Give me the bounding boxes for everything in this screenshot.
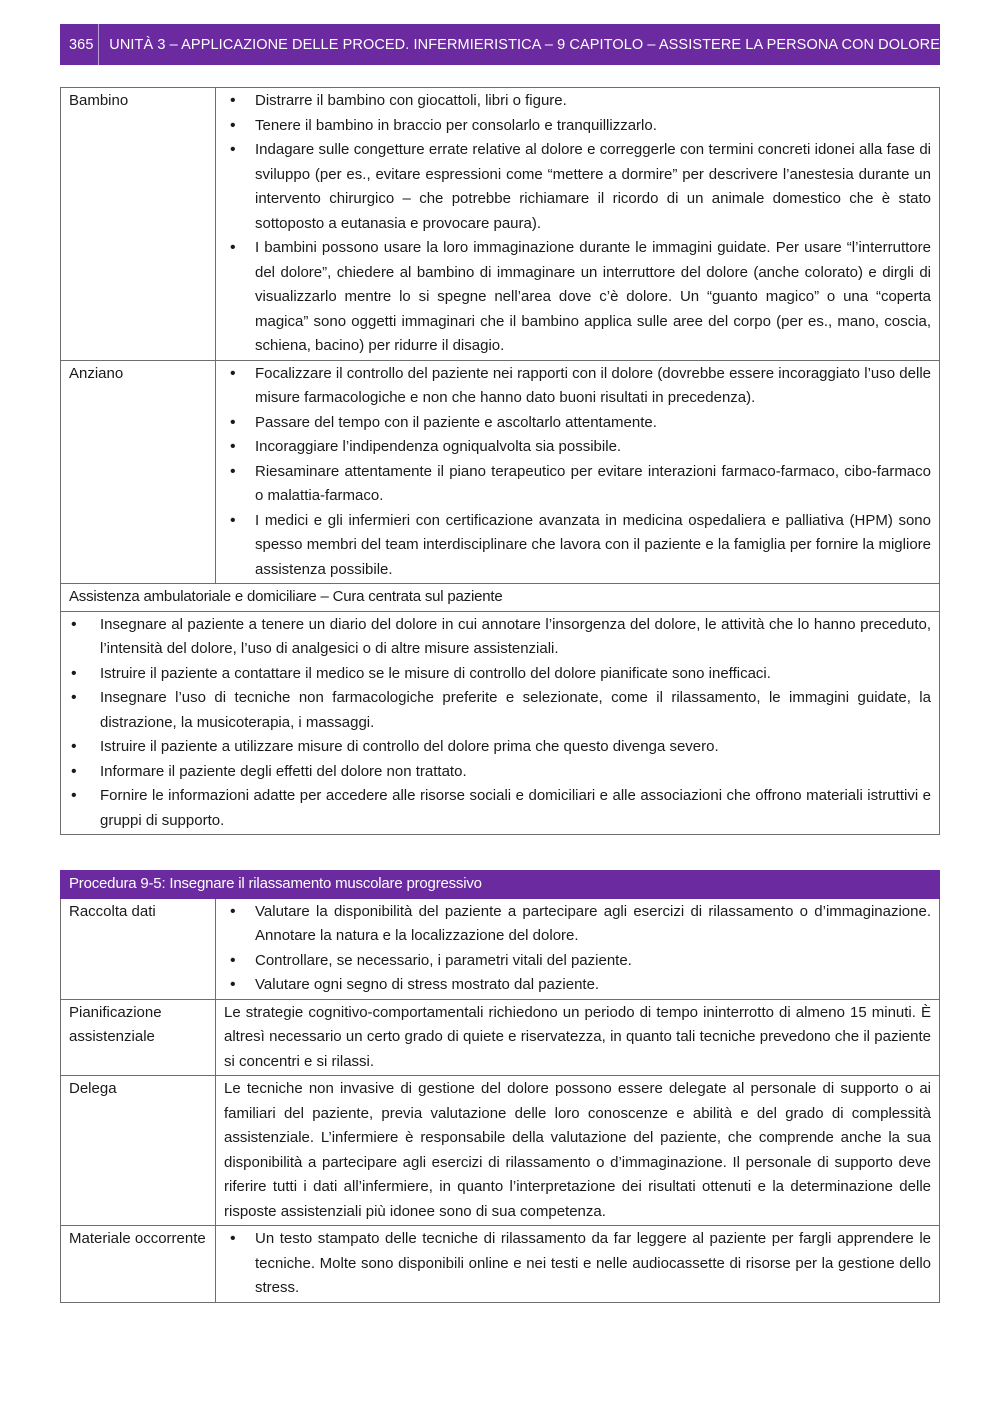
list-item: • Valutare ogni segno di stress mostrato dal paziente. bbox=[224, 973, 931, 998]
list-item: • Fornire le informazioni adatte per accedere alle risorse sociali e domiciliari e alle associazioni che offrono materiali istruttivi e gruppi di supporto. bbox=[69, 784, 931, 833]
list-item: • I bambini possono usare la loro immaginazione durante le immagini guidate. Per usare “l’interruttore del dolore”, chiedere al bambino di immaginare un interruttore del dolore (anche colorato) e dirgli di visualizzarlo mentre lo si spegne nell’area dove c’è dolore. Un “guanto magico” o una “coperta magica” sono oggetti immaginari che il bambino applica sulle aree del corpo (per es., mano, coscia, schiena, bacino) per ridurre il disagio. bbox=[224, 236, 931, 359]
row-label: Pianificazione assistenziale bbox=[61, 999, 216, 1076]
section-header-row bbox=[61, 584, 940, 612]
list-item: • Istruire il paziente a contattare il medico se le misure di controllo del dolore pianificate sono inefficaci. bbox=[69, 662, 931, 687]
section-body-row bbox=[61, 611, 940, 835]
row-pianificazione bbox=[61, 999, 940, 1076]
list-item: • Istruire il paziente a utilizzare misure di controllo del dolore prima che questo divenga severo. bbox=[69, 735, 931, 760]
row-text: Le strategie cognitivo-comportamentali richiedono un periodo di tempo ininterrotto di almeno 15 minuti. È altresì necessario un certo grado di quiete e riservatezza, in quanto tali tecniche prevedono che il paziente si concentri e si rilassi. bbox=[216, 999, 940, 1076]
list-item: • Informare il paziente degli effetti del dolore non trattato. bbox=[69, 760, 931, 785]
row-bambino bbox=[61, 88, 940, 361]
row-label: Anziano bbox=[61, 360, 216, 584]
list-item: • Insegnare l’uso di tecniche non farmacologiche preferite e selezionate, come il rilassamento, le immagini guidate, la distrazione, la musicoterapia, i massaggi. bbox=[69, 686, 931, 735]
list-item: • Tenere il bambino in braccio per consolarlo e tranquillizzarlo. bbox=[224, 114, 931, 139]
row-raccolta-dati bbox=[61, 898, 940, 999]
list-item: • Distrarre il bambino con giocattoli, libri o figure. bbox=[224, 89, 931, 114]
care-table bbox=[60, 87, 940, 835]
row-anziano bbox=[61, 360, 940, 584]
row-text: Le tecniche non invasive di gestione del dolore possono essere delegate al personale di supporto o ai familiari del paziente, previa valutazione delle loro conoscenze e abilità e del grado di complessità assistenziale. L’infermiere è responsabile della valutazione del paziente, che comprende anche la sua disponibilità a partecipare agli esercizi di rilassamento o d’immaginazione. Il personale di supporto deve riferire tutti i dati all’infermiere, in quanto l’interpretazione dei risultati ottenuti e la determinazione delle risposte assistenziali più idonee sono di sua competenza. bbox=[216, 1076, 940, 1226]
procedure-table bbox=[60, 870, 940, 1303]
page-header bbox=[60, 24, 940, 65]
list-item: • Riesaminare attentamente il piano terapeutico per evitare interazioni farmaco-farmaco, cibo-farmaco o malattia-farmaco. bbox=[224, 460, 931, 509]
list-item: • I medici e gli infermieri con certificazione avanzata in medicina ospedaliera e palliativa (HPM) sono spesso membri del team interdisciplinare che lavora con il paziente e la famiglia per fornire la migliore assistenza possibile. bbox=[224, 509, 931, 583]
row-delega bbox=[61, 1076, 940, 1226]
list-item: • Indagare sulle congetture errate relative al dolore e correggerle con termini concreti idonei alla fase di sviluppo (per es., evitare espressioni come “mettere a dormire” per descrivere l’anestesia durante un intervento chirurgico – che potrebbe richiamare il ricordo di un animale domestico che è stato sottoposto a eutanasia e provocare paura). bbox=[224, 138, 931, 236]
page-number: 365 bbox=[60, 24, 99, 65]
list-item: • Passare del tempo con il paziente e ascoltarlo attentamente. bbox=[224, 411, 931, 436]
procedure-title: Procedura 9-5: Insegnare il rilassamento muscolare progressivo bbox=[61, 871, 940, 899]
row-label: Raccolta dati bbox=[61, 898, 216, 999]
list-item: • Valutare la disponibilità del paziente a partecipare agli esercizi di rilassamento o d’immaginazione. Annotare la natura e la localizzazione del dolore. bbox=[224, 900, 931, 949]
list-item: • Focalizzare il controllo del paziente nei rapporti con il dolore (dovrebbe essere incoraggiato l’uso delle misure farmacologiche e non che hanno dato buoni risultati in precedenza). bbox=[224, 362, 931, 411]
row-materiale bbox=[61, 1226, 940, 1303]
list-item: • Incoraggiare l’indipendenza ogniqualvolta sia possibile. bbox=[224, 435, 931, 460]
list-item: • Controllare, se necessario, i parametri vitali del paziente. bbox=[224, 949, 931, 974]
procedure-title-row bbox=[61, 871, 940, 899]
materiale-list bbox=[224, 1227, 931, 1301]
row-label: Materiale occorrente bbox=[61, 1226, 216, 1303]
raccolta-list bbox=[224, 900, 931, 998]
row-label: Delega bbox=[61, 1076, 216, 1226]
header-title: UNITÀ 3 – APPLICAZIONE DELLE PROCED. INFERMIERISTICA – 9 CAPITOLO – ASSISTERE LA PERSONA CON DOLORE bbox=[109, 36, 940, 53]
section-title: Assistenza ambulatoriale e domiciliare – Cura centrata sul paziente bbox=[61, 584, 940, 612]
anziano-list bbox=[224, 362, 931, 583]
home-care-list bbox=[69, 613, 931, 834]
list-item: • Un testo stampato delle tecniche di rilassamento da far leggere al paziente per fargli apprendere le tecniche. Molte sono disponibili online e nei testi e nelle audiocassette di risorse per la gestione dello stress. bbox=[224, 1227, 931, 1301]
list-item: • Insegnare al paziente a tenere un diario del dolore in cui annotare l’insorgenza del dolore, le attività che lo hanno preceduto, l’intensità del dolore, l’uso di analgesici o di altre misure assistenziali. bbox=[69, 613, 931, 662]
row-label: Bambino bbox=[61, 88, 216, 361]
bambino-list bbox=[224, 89, 931, 359]
